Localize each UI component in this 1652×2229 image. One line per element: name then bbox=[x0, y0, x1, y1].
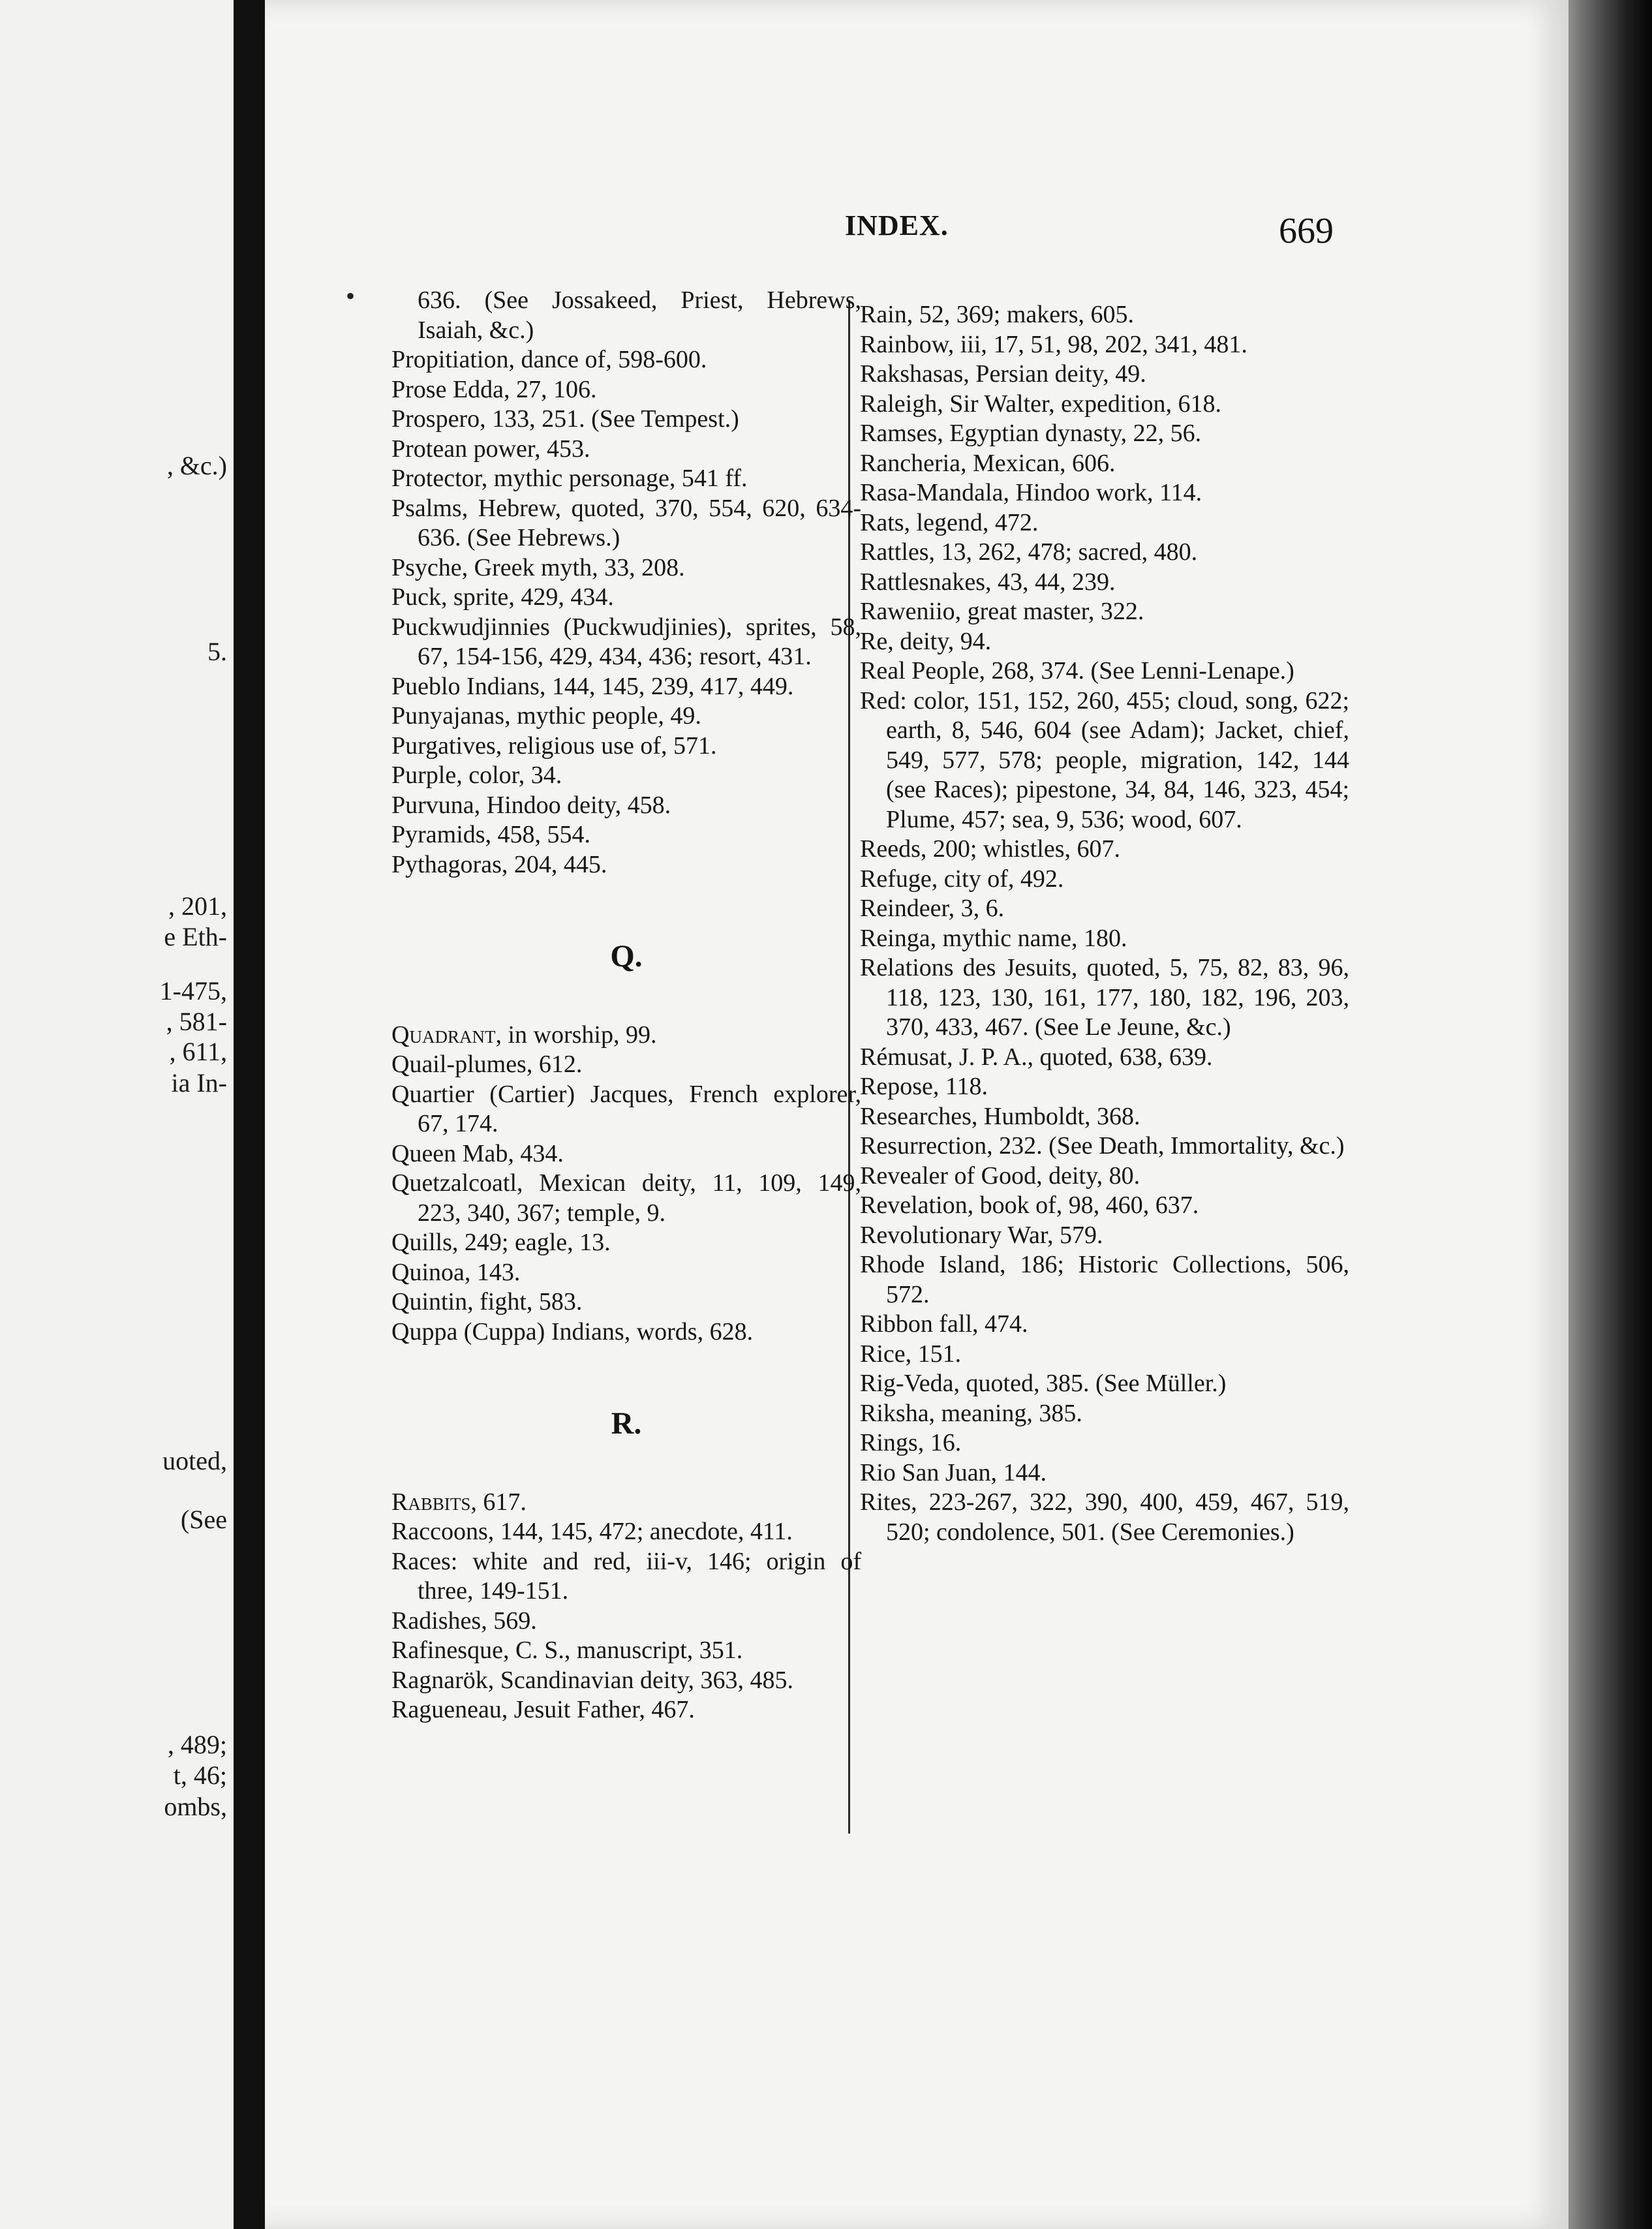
previous-page-text-fragment: ombs, bbox=[164, 1792, 227, 1821]
entry-text: Reinga, mythic name, 180. bbox=[860, 924, 1127, 952]
entry-text: Radishes, 569. bbox=[391, 1606, 537, 1635]
index-entry bbox=[860, 1131, 1349, 1161]
index-entry bbox=[860, 656, 1349, 686]
entry-text: Pyramids, 458, 554. bbox=[391, 821, 591, 848]
index-entry bbox=[391, 1021, 861, 1051]
index-entry bbox=[860, 508, 1349, 538]
entry-text: Rattlesnakes, 43, 44, 239. bbox=[860, 568, 1116, 596]
previous-page-text-fragment: 5. bbox=[207, 637, 227, 666]
section-heading-q: Q. bbox=[610, 939, 643, 974]
entry-text: Ragueneau, Jesuit Father, 467. bbox=[391, 1696, 695, 1723]
entry-lead-word: Quadrant bbox=[391, 1021, 496, 1049]
index-column-right bbox=[860, 300, 1349, 1547]
entry-text: Researches, Humboldt, 368. bbox=[860, 1102, 1140, 1130]
index-entry bbox=[391, 791, 861, 821]
entry-lead-word: Rabbits bbox=[391, 1488, 471, 1516]
entry-text: Revelation, book of, 98, 460, 637. bbox=[860, 1191, 1199, 1219]
entry-text: Repose, 118. bbox=[860, 1073, 988, 1100]
entry-text: Rafinesque, C. S., manuscript, 351. bbox=[391, 1637, 743, 1664]
index-entry bbox=[391, 761, 861, 791]
entry-text: Quppa (Cuppa) Indians, words, 628. bbox=[391, 1317, 754, 1345]
index-entry bbox=[860, 538, 1349, 568]
index-entry bbox=[860, 686, 1349, 835]
index-entry bbox=[860, 1428, 1349, 1458]
entry-text: Raccoons, 144, 145, 472; anecdote, 411. bbox=[391, 1518, 793, 1545]
index-entry bbox=[391, 1287, 861, 1317]
entry-text: Refuge, city of, 492. bbox=[860, 865, 1064, 893]
entry-text: Puck, sprite, 429, 434. bbox=[391, 583, 614, 611]
index-entry bbox=[391, 375, 861, 405]
entry-text: Red: color, 151, 152, 260, 455; cloud, song, 622; earth, 8, 546, 604 (see Adam); Jacket, chief, 549, 577, 578; people, migration, 142, 144 (see Races); pipestone, 34, 84, 146, 323, 454; Plume, 457; sea, 9, 536; wood, 607. bbox=[860, 686, 1349, 833]
index-entry bbox=[391, 1488, 861, 1518]
index-entry bbox=[391, 553, 861, 583]
entry-text: Protector, mythic personage, 541 ff. bbox=[391, 465, 748, 492]
previous-page-text-fragment: uoted, bbox=[162, 1446, 227, 1475]
index-entry bbox=[391, 672, 861, 702]
entry-text: Races: white and red, iii-v, 146; origin of three, 149-151. bbox=[391, 1547, 861, 1605]
entry-text: Quinoa, 143. bbox=[391, 1258, 521, 1286]
entries-q-section bbox=[391, 1021, 861, 1347]
entry-text: Revealer of Good, deity, 80. bbox=[860, 1161, 1140, 1190]
index-entry bbox=[860, 1340, 1349, 1370]
entry-text: , in worship, 99. bbox=[495, 1021, 657, 1049]
entry-text: Reindeer, 3, 6. bbox=[860, 895, 1005, 922]
index-entry bbox=[860, 390, 1349, 420]
entry-text: Rhode Island, 186; Historic Collections, 506, 572. bbox=[860, 1251, 1349, 1308]
index-entry bbox=[391, 286, 861, 345]
previous-page-text-fragment: , 201, bbox=[168, 891, 227, 921]
previous-page-edge bbox=[0, 0, 234, 2229]
index-column-left bbox=[391, 286, 861, 1725]
index-entry bbox=[860, 1072, 1349, 1102]
index-entry bbox=[391, 1666, 861, 1696]
entry-text: Rain, 52, 369; makers, 605. bbox=[860, 301, 1135, 328]
index-entry bbox=[391, 1080, 861, 1139]
index-entry bbox=[391, 1636, 861, 1666]
entry-text: Quail-plumes, 612. bbox=[391, 1051, 583, 1078]
previous-page-text-fragment: e Eth- bbox=[164, 922, 227, 951]
entries-p-section bbox=[391, 286, 861, 880]
entry-text: Purgatives, religious use of, 571. bbox=[391, 731, 717, 760]
entry-text: Re, deity, 94. bbox=[860, 627, 992, 655]
entry-text: Rings, 16. bbox=[860, 1429, 962, 1456]
entry-text: Psyche, Greek myth, 33, 208. bbox=[391, 553, 685, 581]
entry-text: Rats, legend, 472. bbox=[860, 508, 1039, 536]
index-entry bbox=[391, 1258, 861, 1288]
entry-text: Rainbow, iii, 17, 51, 98, 202, 341, 481. bbox=[860, 330, 1247, 358]
index-entry bbox=[391, 850, 861, 880]
entry-text: Raleigh, Sir Walter, expedition, 618. bbox=[860, 390, 1222, 418]
entry-text: Prose Edda, 27, 106. bbox=[391, 375, 597, 403]
index-entry bbox=[860, 924, 1349, 954]
page-edge-shadow bbox=[1568, 0, 1652, 2229]
entry-text: Quills, 249; eagle, 13. bbox=[391, 1229, 611, 1256]
section-heading-r: R. bbox=[611, 1406, 642, 1441]
entry-text: Purple, color, 34. bbox=[391, 761, 562, 789]
entry-text: Rites, 223-267, 322, 390, 400, 459, 467, 519, 520; condolence, 501. (See Ceremonies.) bbox=[860, 1488, 1349, 1546]
entry-text: Ribbon fall, 474. bbox=[860, 1310, 1028, 1338]
entry-text: Ragnarök, Scandinavian deity, 363, 485. bbox=[391, 1666, 793, 1694]
index-entry bbox=[860, 419, 1349, 449]
index-entry bbox=[860, 1043, 1349, 1073]
entry-text: Queen Mab, 434. bbox=[391, 1139, 564, 1167]
index-entry bbox=[391, 1517, 861, 1547]
previous-page-text-fragment: (See bbox=[180, 1505, 227, 1534]
index-entry bbox=[860, 865, 1349, 895]
book-gutter bbox=[234, 0, 265, 2229]
entry-text: 636. (See Jossakeed, Priest, Hebrews, Isaiah, &c.) bbox=[418, 286, 861, 344]
entry-text: Rice, 151. bbox=[860, 1340, 962, 1368]
margin-dot: • bbox=[346, 281, 356, 311]
previous-page-text-fragment: 1-475, bbox=[159, 976, 227, 1006]
entry-text: Rasa-Mandala, Hindoo work, 114. bbox=[860, 479, 1202, 506]
index-entry bbox=[391, 820, 861, 850]
index-entry bbox=[860, 568, 1349, 598]
index-entry bbox=[391, 1228, 861, 1258]
index-entry bbox=[391, 731, 861, 761]
entry-text: Real People, 268, 374. (See Lenni-Lenape.) bbox=[860, 657, 1294, 684]
index-entry bbox=[860, 835, 1349, 865]
entry-text: Revolutionary War, 579. bbox=[860, 1221, 1103, 1249]
index-entry bbox=[391, 701, 861, 731]
previous-page-text-fragment: , 611, bbox=[169, 1037, 227, 1066]
entry-text: , 617. bbox=[470, 1488, 527, 1516]
index-entry bbox=[391, 1050, 861, 1080]
index-entry bbox=[860, 894, 1349, 924]
index-entry bbox=[860, 1399, 1349, 1429]
previous-page-text-fragment: t, 46; bbox=[173, 1760, 227, 1790]
index-entry bbox=[860, 1488, 1349, 1547]
index-entry bbox=[391, 583, 861, 613]
entry-text: Reeds, 200; whistles, 607. bbox=[860, 835, 1120, 863]
entry-text: Rancheria, Mexican, 606. bbox=[860, 449, 1116, 477]
entry-text: Protean power, 453. bbox=[391, 435, 590, 463]
index-entry bbox=[860, 300, 1349, 330]
entry-text: Quintin, fight, 583. bbox=[391, 1288, 583, 1315]
index-entry bbox=[391, 494, 861, 553]
entries-r-section bbox=[391, 1488, 861, 1725]
previous-page-text-fragment: , 581- bbox=[166, 1007, 227, 1036]
index-entry bbox=[391, 1695, 861, 1725]
previous-page-text-fragment: , &c.) bbox=[166, 451, 227, 480]
entry-text: Puckwudjinnies (Puckwudjinies), sprites, 58, 67, 154-156, 429, 434, 436; resort, 431. bbox=[391, 613, 861, 670]
index-entry bbox=[860, 1102, 1349, 1132]
previous-page-text-fragment: ia In- bbox=[171, 1068, 227, 1098]
index-entry bbox=[860, 597, 1349, 627]
entry-text: Prospero, 133, 251. (See Tempest.) bbox=[391, 405, 739, 433]
index-entry bbox=[860, 449, 1349, 479]
entry-text: Punyajanas, mythic people, 49. bbox=[391, 702, 701, 730]
entry-text: Quetzalcoatl, Mexican deity, 11, 109, 149, 223, 340, 367; temple, 9. bbox=[391, 1169, 861, 1227]
entry-text: Rio San Juan, 144. bbox=[860, 1458, 1047, 1486]
entry-text: Pythagoras, 204, 445. bbox=[391, 850, 607, 878]
index-entry bbox=[860, 953, 1349, 1043]
index-entry bbox=[860, 360, 1349, 390]
index-entry bbox=[391, 1606, 861, 1637]
index-entry bbox=[391, 613, 861, 672]
index-entry bbox=[860, 1250, 1349, 1310]
previous-page-text-fragment: , 489; bbox=[167, 1730, 227, 1759]
index-entry bbox=[391, 345, 861, 375]
page-number: 669 bbox=[1279, 211, 1334, 251]
entry-text: Propitiation, dance of, 598-600. bbox=[391, 346, 707, 373]
index-entry bbox=[860, 330, 1349, 360]
index-entry bbox=[391, 435, 861, 465]
entries-r-continued bbox=[860, 300, 1349, 1547]
entry-text: Raweniio, great master, 322. bbox=[860, 598, 1144, 625]
entry-text: Riksha, meaning, 385. bbox=[860, 1399, 1082, 1427]
entry-text: Relations des Jesuits, quoted, 5, 75, 82, 83, 96, 118, 123, 130, 161, 177, 180, 182, 196, 203, 370, 433, 467. (See Le Jeune, &c.) bbox=[860, 954, 1349, 1041]
index-entry bbox=[860, 1458, 1349, 1488]
index-entry bbox=[860, 627, 1349, 657]
entry-text: Pueblo Indians, 144, 145, 239, 417, 449. bbox=[391, 672, 794, 700]
entry-text: Purvuna, Hindoo deity, 458. bbox=[391, 791, 671, 819]
entry-text: Rattles, 13, 262, 478; sacred, 480. bbox=[860, 538, 1198, 566]
entry-text: Resurrection, 232. (See Death, Immortality, &c.) bbox=[860, 1132, 1345, 1160]
entry-text: Ramses, Egyptian dynasty, 22, 56. bbox=[860, 420, 1202, 447]
index-entry bbox=[860, 1221, 1349, 1251]
index-entry bbox=[391, 1139, 861, 1169]
entry-text: Psalms, Hebrew, quoted, 370, 554, 620, 634-636. (See Hebrews.) bbox=[391, 494, 861, 551]
entry-text: Quartier (Cartier) Jacques, French explorer, 67, 174. bbox=[391, 1080, 861, 1137]
index-entry bbox=[391, 405, 861, 435]
index-entry bbox=[391, 1169, 861, 1228]
index-entry bbox=[860, 478, 1349, 508]
entry-text: Rakshasas, Persian deity, 49. bbox=[860, 360, 1146, 388]
index-entry bbox=[391, 1547, 861, 1606]
entry-text: Rémusat, J. P. A., quoted, 638, 639. bbox=[860, 1043, 1213, 1071]
index-entry bbox=[860, 1191, 1349, 1221]
running-head: INDEX. bbox=[845, 209, 949, 241]
index-entry bbox=[391, 1317, 861, 1347]
index-entry bbox=[391, 464, 861, 494]
index-entry bbox=[860, 1369, 1349, 1399]
index-entry bbox=[860, 1310, 1349, 1340]
entry-text: Rig-Veda, quoted, 385. (See Müller.) bbox=[860, 1370, 1227, 1397]
index-entry bbox=[860, 1161, 1349, 1191]
